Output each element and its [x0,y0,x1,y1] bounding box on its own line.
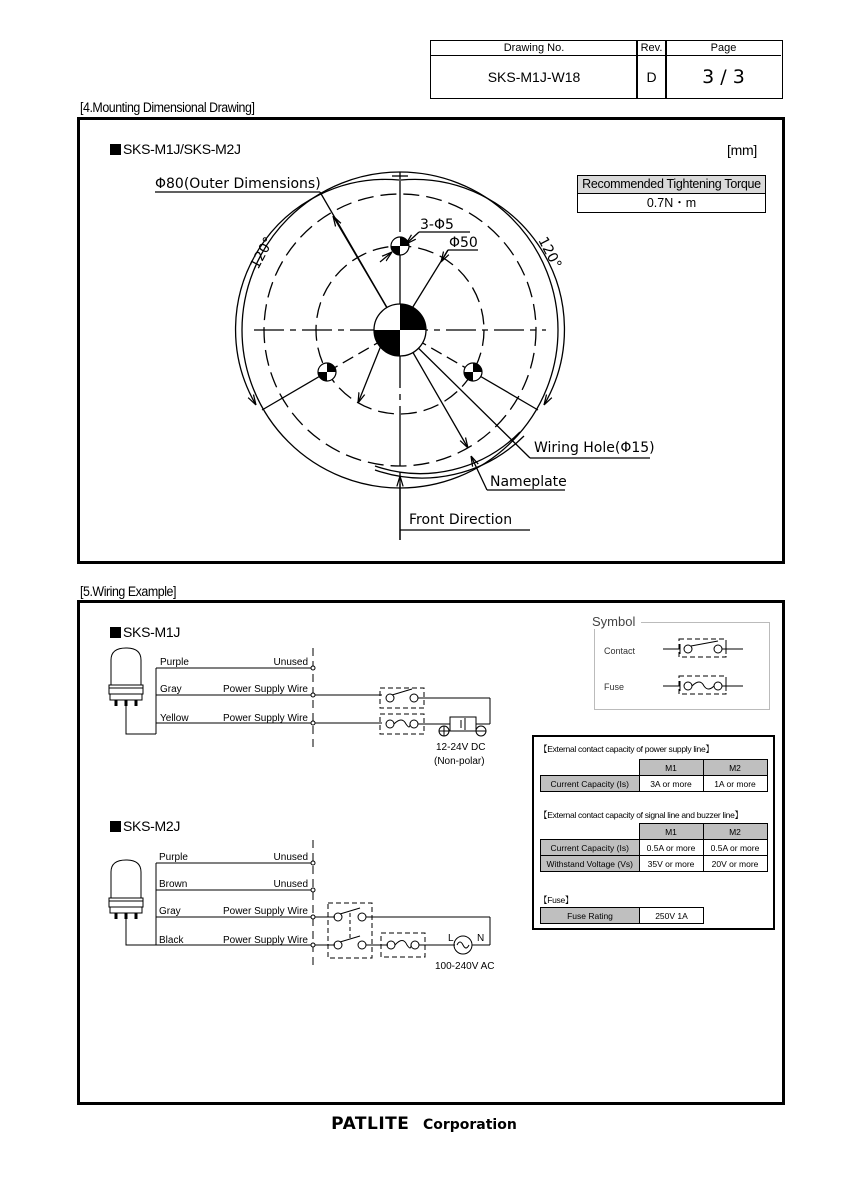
signal-row-1-m2: 20V or more [703,856,767,872]
signal-col-m1: M1 [639,824,703,840]
unit-label: [mm] [727,142,757,158]
torque-header: Recommended Tightening Torque [578,176,765,194]
m1j-wire-function-0: Unused [273,657,308,668]
drawing-no-label: Drawing No. [431,41,637,56]
power-row-m2: 1A or more [703,776,767,792]
torque-value: 0.7N・m [646,196,697,210]
m1j-wire-function-1: Power Supply Wire [222,684,308,695]
symbol-title: Symbol [592,614,641,629]
section-5-label: [5.Wiring Example] [80,584,176,599]
signal-row-1-label: Withstand Voltage (Vs) [541,856,640,872]
symbol-fuse-label: Fuse [604,682,625,692]
signal-row-0-m1: 0.5A or more [639,840,703,856]
fuse-spec-table [540,907,704,924]
m1j-wire-function-2: Power Supply Wire [222,713,308,724]
fuse-spec-title: 【Fuse】 [539,895,574,905]
outer-dimension-label: Φ80(Outer Dimensions) [155,176,321,192]
lamp-icon-m1j [109,648,156,734]
signal-spec-title: 【External contact capacity of signal line and buzzer line】 [539,810,743,820]
page-label: Page [666,41,781,56]
power-spec-title: 【External contact capacity of power supply line】 [539,744,714,754]
signal-row-0-m2: 0.5A or more [703,840,767,856]
mounting-hole-left [318,363,336,381]
m1j-wire-color-0: Purple [160,657,189,668]
brand-suffix: Corporation [422,1117,517,1133]
holes-label: 3-Φ5 [420,217,454,233]
m1j-wire-color-2: Yellow [160,713,189,724]
angle-right-label: 120° [534,234,565,272]
center-wiring-hole [374,304,426,356]
model-text: SKS-M1J/SKS-M2J [123,141,241,157]
power-spec-table [540,759,768,792]
fuse-rating-value: 250V 1A [640,908,704,924]
signal-col-m2: M2 [703,824,767,840]
signal-spec-table [540,823,768,872]
power-row-label: Current Capacity (Is) [541,776,640,792]
signal-row-0-label: Current Capacity (Is) [541,840,640,856]
pcd-label: Φ50 [449,235,478,251]
revision: D [646,69,657,85]
symbol-contact-label: Contact [604,646,636,656]
m1j-model-text: SKS-M1J [123,624,181,640]
m2j-wire-function-0: Unused [273,852,308,863]
nameplate-label: Nameplate [490,474,567,490]
m2j-supply: 100-240V AC [435,961,495,972]
fuse-symbol-icon [663,676,743,694]
drawing-no: SKS-M1J-W18 [487,69,581,85]
m2j-wire-function-1: Unused [273,879,308,890]
rev-label: Rev. [637,41,666,56]
m2j-wire-color-1: Brown [159,879,188,890]
mounting-hole-right [464,363,482,381]
contact-symbol-icon [663,639,743,657]
power-col-m1: M1 [639,760,703,776]
spec-box [532,735,775,930]
m2j-l-label: L [448,933,454,944]
m2j-wire-function-3: Power Supply Wire [222,935,308,946]
m2j-wire-color-2: Gray [159,906,181,917]
power-row-m1: 3A or more [639,776,703,792]
m2j-wire-color-3: Black [159,935,184,946]
page-number: 3 / 3 [702,66,745,88]
lamp-icon-m2j [109,860,156,945]
section-4-label: [4.Mounting Dimensional Drawing] [80,100,255,115]
m1j-supply-note: (Non-polar) [434,756,485,767]
m2j-wire-color-0: Purple [159,852,188,863]
footer-company [0,1114,848,1134]
m2j-n-label: N [477,933,485,944]
fuse-rating-label: Fuse Rating [541,908,640,924]
wiring-hole-label: Wiring Hole(Φ15) [534,440,655,456]
power-col-m2: M2 [703,760,767,776]
signal-row-1-m1: 35V or more [639,856,703,872]
front-direction-label: Front Direction [409,512,513,528]
symbol-drawings [660,636,750,700]
m2j-wire-function-2: Power Supply Wire [222,906,308,917]
mounting-hole-top [391,237,409,255]
m1j-supply: 12-24V DC [436,742,486,753]
brand-logo: PATLITE [331,1114,410,1134]
m1j-wire-color-1: Gray [160,684,182,695]
m2j-model-text: SKS-M2J [123,818,181,834]
angle-left-label: 120° [247,234,278,272]
